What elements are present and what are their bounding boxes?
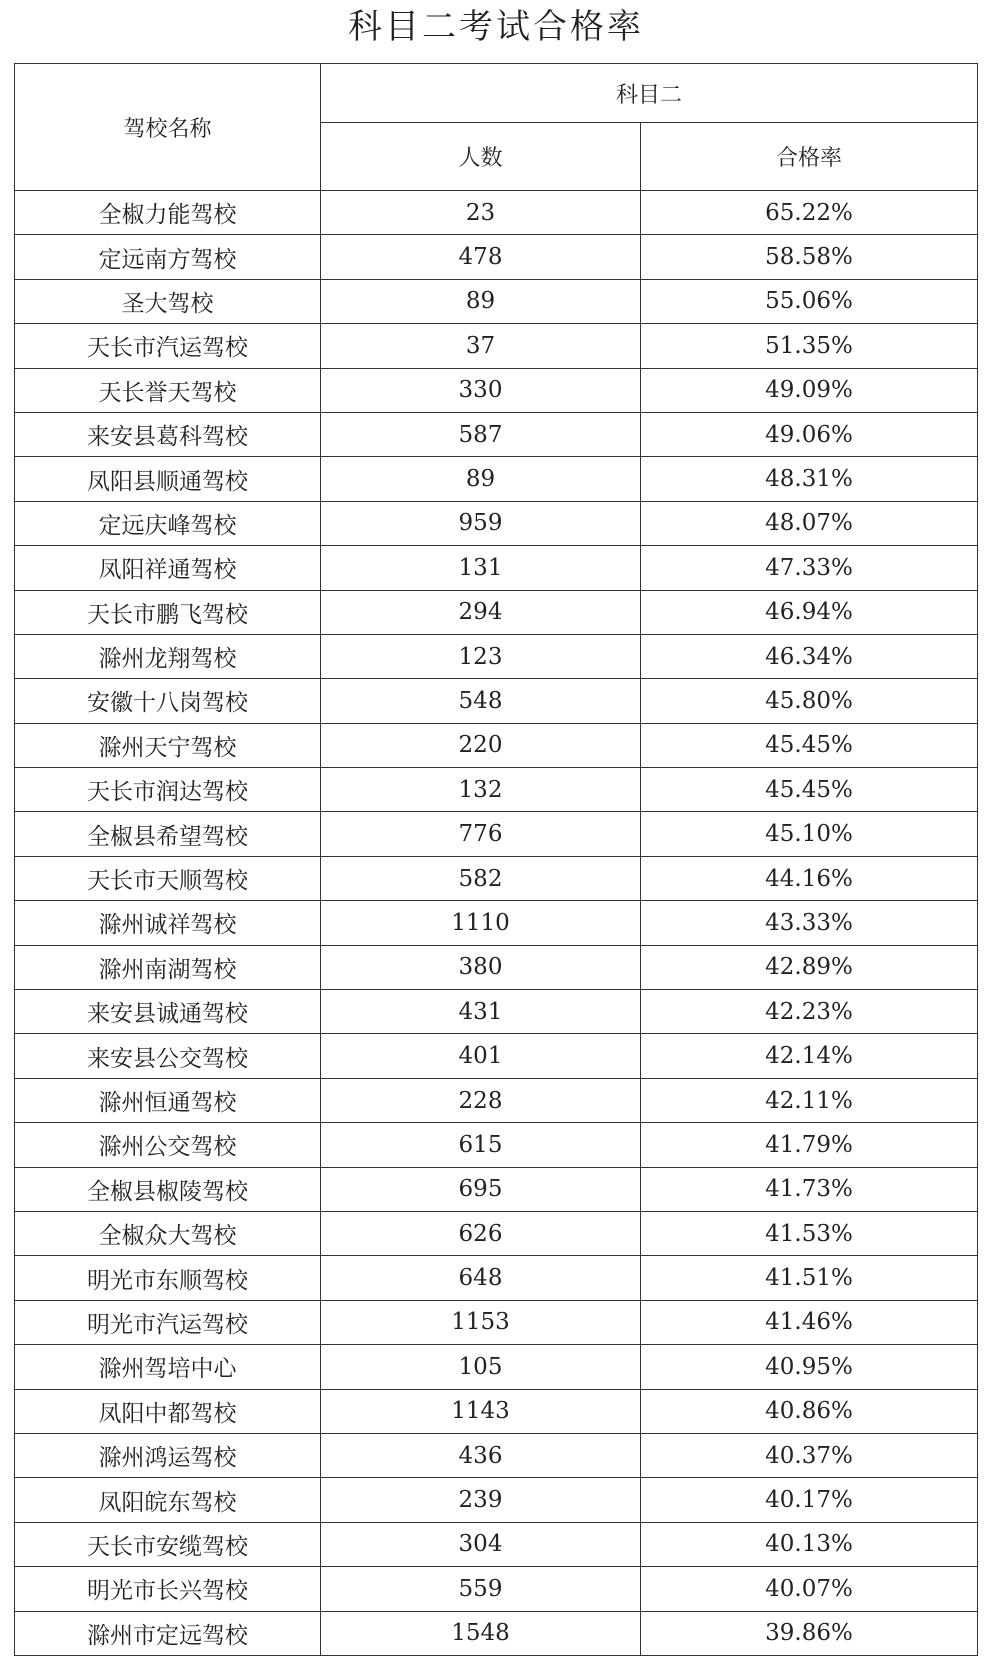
table-row [15, 590, 978, 634]
pass-rate-cell: 51.35% [641, 324, 978, 368]
school-name-cell: 滁州诚祥驾校 [15, 901, 321, 945]
table-row [15, 1433, 978, 1477]
table-row [15, 634, 978, 678]
pass-rate-cell: 58.58% [641, 235, 978, 279]
school-name-cell: 全椒众大驾校 [15, 1211, 321, 1255]
table-row [15, 501, 978, 545]
count-cell: 220 [321, 723, 641, 767]
count-cell: 695 [321, 1167, 641, 1211]
school-name-cell: 全椒县希望驾校 [15, 812, 321, 856]
header-count: 人数 [321, 123, 641, 191]
pass-rate-cell: 49.09% [641, 368, 978, 412]
school-name-cell: 来安县公交驾校 [15, 1034, 321, 1078]
count-cell: 89 [321, 279, 641, 323]
school-name-cell: 凤阳中都驾校 [15, 1389, 321, 1433]
pass-rate-cell: 40.13% [641, 1522, 978, 1566]
school-name-cell: 天长市汽运驾校 [15, 324, 321, 368]
count-cell: 401 [321, 1034, 641, 1078]
count-cell: 436 [321, 1433, 641, 1477]
school-name-cell: 滁州公交驾校 [15, 1123, 321, 1167]
pass-rate-cell: 40.37% [641, 1433, 978, 1477]
count-cell: 582 [321, 856, 641, 900]
pass-rate-cell: 44.16% [641, 856, 978, 900]
school-name-cell: 天长市天顺驾校 [15, 856, 321, 900]
pass-rate-cell: 45.10% [641, 812, 978, 856]
school-name-cell: 凤阳祥通驾校 [15, 546, 321, 590]
school-name-cell: 天长誉天驾校 [15, 368, 321, 412]
count-cell: 587 [321, 412, 641, 456]
table-row [15, 945, 978, 989]
pass-rate-cell: 49.06% [641, 412, 978, 456]
count-cell: 626 [321, 1211, 641, 1255]
table-row [15, 1078, 978, 1122]
school-name-cell: 凤阳皖东驾校 [15, 1478, 321, 1522]
table-row [15, 1167, 978, 1211]
pass-rate-cell: 41.53% [641, 1211, 978, 1255]
count-cell: 228 [321, 1078, 641, 1122]
table-row [15, 324, 978, 368]
school-name-cell: 来安县葛科驾校 [15, 412, 321, 456]
header-subject-two: 科目二 [321, 64, 978, 123]
pass-rate-cell: 42.11% [641, 1078, 978, 1122]
pass-rate-cell: 41.79% [641, 1123, 978, 1167]
pass-rate-cell: 40.86% [641, 1389, 978, 1433]
table-row [15, 1034, 978, 1078]
count-cell: 239 [321, 1478, 641, 1522]
count-cell: 1110 [321, 901, 641, 945]
table-row [15, 1611, 978, 1655]
pass-rate-table [14, 63, 978, 1656]
table-row [15, 990, 978, 1034]
count-cell: 37 [321, 324, 641, 368]
school-name-cell: 天长市安缆驾校 [15, 1522, 321, 1566]
count-cell: 959 [321, 501, 641, 545]
header-school-name: 驾校名称 [15, 64, 321, 191]
pass-rate-cell: 45.80% [641, 679, 978, 723]
pass-rate-cell: 46.34% [641, 634, 978, 678]
pass-rate-cell: 40.17% [641, 1478, 978, 1522]
school-name-cell: 凤阳县顺通驾校 [15, 457, 321, 501]
count-cell: 559 [321, 1567, 641, 1611]
table-row [15, 1522, 978, 1566]
table-row [15, 1478, 978, 1522]
pass-rate-cell: 65.22% [641, 191, 978, 235]
table-row [15, 901, 978, 945]
school-name-cell: 来安县诚通驾校 [15, 990, 321, 1034]
table-row [15, 235, 978, 279]
count-cell: 431 [321, 990, 641, 1034]
count-cell: 776 [321, 812, 641, 856]
pass-rate-cell: 40.95% [641, 1345, 978, 1389]
school-name-cell: 定远庆峰驾校 [15, 501, 321, 545]
table-row [15, 1345, 978, 1389]
count-cell: 294 [321, 590, 641, 634]
school-name-cell: 全椒力能驾校 [15, 191, 321, 235]
table-row [15, 679, 978, 723]
school-name-cell: 定远南方驾校 [15, 235, 321, 279]
header-pass-rate: 合格率 [641, 123, 978, 191]
count-cell: 330 [321, 368, 641, 412]
count-cell: 648 [321, 1256, 641, 1300]
table-row [15, 812, 978, 856]
pass-rate-cell: 42.14% [641, 1034, 978, 1078]
table-row [15, 723, 978, 767]
school-name-cell: 滁州市定远驾校 [15, 1611, 321, 1655]
school-name-cell: 滁州恒通驾校 [15, 1078, 321, 1122]
school-name-cell: 明光市东顺驾校 [15, 1256, 321, 1300]
school-name-cell: 天长市鹏飞驾校 [15, 590, 321, 634]
count-cell: 89 [321, 457, 641, 501]
table-row [15, 279, 978, 323]
school-name-cell: 滁州驾培中心 [15, 1345, 321, 1389]
count-cell: 478 [321, 235, 641, 279]
pass-rate-cell: 45.45% [641, 723, 978, 767]
table-row [15, 1300, 978, 1344]
count-cell: 548 [321, 679, 641, 723]
pass-rate-cell: 42.89% [641, 945, 978, 989]
pass-rate-cell: 39.86% [641, 1611, 978, 1655]
table-row [15, 368, 978, 412]
count-cell: 23 [321, 191, 641, 235]
pass-rate-cell: 48.31% [641, 457, 978, 501]
table-row [15, 1211, 978, 1255]
count-cell: 380 [321, 945, 641, 989]
table-row [15, 1567, 978, 1611]
pass-rate-cell: 48.07% [641, 501, 978, 545]
pass-rate-cell: 43.33% [641, 901, 978, 945]
count-cell: 1548 [321, 1611, 641, 1655]
page-title: 科目二考试合格率 [348, 7, 644, 47]
pass-rate-cell: 40.07% [641, 1567, 978, 1611]
table-row [15, 412, 978, 456]
table-body [15, 191, 978, 1656]
table-row [15, 1123, 978, 1167]
school-name-cell: 滁州鸿运驾校 [15, 1433, 321, 1477]
school-name-cell: 滁州龙翔驾校 [15, 634, 321, 678]
count-cell: 132 [321, 768, 641, 812]
school-name-cell: 圣大驾校 [15, 279, 321, 323]
table-row [15, 1389, 978, 1433]
count-cell: 1143 [321, 1389, 641, 1433]
school-name-cell: 滁州南湖驾校 [15, 945, 321, 989]
table-row [15, 191, 978, 235]
school-name-cell: 明光市长兴驾校 [15, 1567, 321, 1611]
pass-rate-cell: 41.51% [641, 1256, 978, 1300]
count-cell: 1153 [321, 1300, 641, 1344]
pass-rate-cell: 46.94% [641, 590, 978, 634]
count-cell: 123 [321, 634, 641, 678]
pass-rate-cell: 47.33% [641, 546, 978, 590]
pass-rate-cell: 41.73% [641, 1167, 978, 1211]
school-name-cell: 滁州天宁驾校 [15, 723, 321, 767]
school-name-cell: 安徽十八岗驾校 [15, 679, 321, 723]
table-row [15, 546, 978, 590]
pass-rate-cell: 45.45% [641, 768, 978, 812]
school-name-cell: 天长市润达驾校 [15, 768, 321, 812]
table-row [15, 457, 978, 501]
count-cell: 131 [321, 546, 641, 590]
table-row [15, 768, 978, 812]
table-row [15, 1256, 978, 1300]
pass-rate-cell: 41.46% [641, 1300, 978, 1344]
count-cell: 304 [321, 1522, 641, 1566]
pass-rate-cell: 55.06% [641, 279, 978, 323]
count-cell: 105 [321, 1345, 641, 1389]
school-name-cell: 全椒县椒陵驾校 [15, 1167, 321, 1211]
pass-rate-cell: 42.23% [641, 990, 978, 1034]
count-cell: 615 [321, 1123, 641, 1167]
table-row [15, 856, 978, 900]
school-name-cell: 明光市汽运驾校 [15, 1300, 321, 1344]
